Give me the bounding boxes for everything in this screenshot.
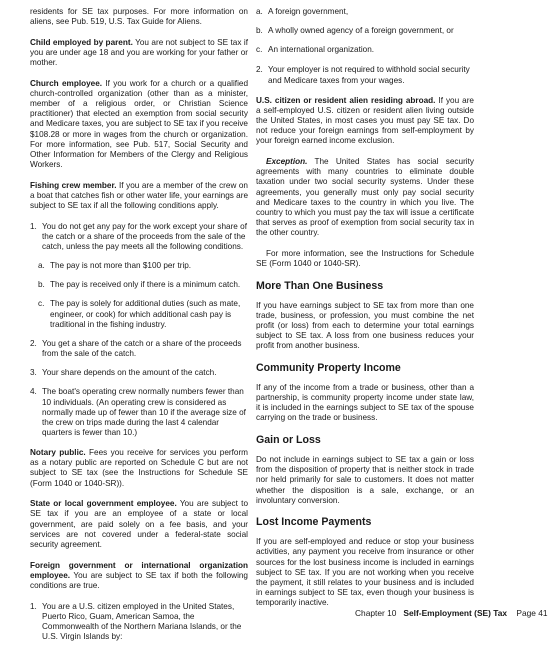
- section-heading-more-than-one-business: More Than One Business: [256, 279, 384, 292]
- intro-paragraph: residents for SE tax purposes. For more information on aliens, see Pub. 519, U.S. Tax Guide for Aliens.: [30, 7, 248, 27]
- fishing-crew-heading: Fishing crew member.: [30, 180, 117, 190]
- list-item: a. The pay is not more than $100 per trip.: [38, 261, 192, 271]
- gain-or-loss-paragraph: Do not include in earnings subject to SE tax a gain or loss from the disposition of property that is neither stock in trade nor held primarily for sale to customers. It does not matter whether the disposition is a sale, exchange, or an involuntary conversion.: [256, 455, 474, 505]
- list-item: 2. You get a share of the catch or a share of the proceeds from the sale of the catch.: [30, 338, 242, 359]
- us-citizen-abroad-heading: U.S. citizen or resident alien residing abroad.: [256, 95, 436, 105]
- page-footer: [355, 608, 548, 618]
- church-employee-heading: Church employee.: [30, 78, 103, 88]
- exception-heading: Exception.: [266, 157, 308, 167]
- list-item: 2. Your employer is not required to withhold social security and Medicare taxes from your wages.: [256, 65, 470, 85]
- foreign-government-heading: Foreign government or international organization employee.: [30, 560, 248, 580]
- list-item: b. The pay is received only if there is a minimum catch.: [38, 280, 241, 290]
- more-information-paragraph: For more information, see the Instructions for Schedule SE (Form 1040 or 1040-SR).: [256, 248, 474, 268]
- church-employee-paragraph: Church employee. If you work for a church or a qualified church-controlled organization (other than as a minister, member of a religious order, or Christian Science practitioner) that elected an exemption from social security and Medicare taxes, you are subject to SE tax if you receive $108.28 or more in wages from the church or organization. For more information, see Pub. 517, Social Security and Other Information for Members of the Clergy and Religious Workers.: [30, 78, 248, 170]
- notary-heading: Notary public.: [30, 448, 86, 458]
- us-citizen-abroad-paragraph: U.S. citizen or resident alien residing abroad. If you are a self-employed U.S. citizen or resident alien living outside the United States, in most cases you must pay SE tax. Do not reduce your foreign earnings from self-employment by your foreign earned income exclusion.: [256, 95, 474, 146]
- foreign-employer-sublist: [248, 7, 474, 55]
- section-heading-community-property: Community Property Income: [256, 361, 401, 374]
- list-item: c. An international organization.: [256, 45, 375, 55]
- list-item: b. A wholly owned agency of a foreign government, or: [256, 26, 454, 36]
- section-heading-gain-or-loss: Gain or Loss: [256, 434, 321, 447]
- list-item: c. The pay is solely for additional duties (such as mate, engineer, or cook) for which additional cash pay is traditional in the fishing industry.: [38, 299, 241, 329]
- list-item: a. A foreign government,: [256, 7, 349, 16]
- state-local-heading: State or local government employee.: [30, 499, 177, 509]
- exception-paragraph: Exception. The United States has social security agreements with many countries to eliminate double taxation under two social security systems. Under these agreements, you generally must only pay social security and Medicare taxes to the country in which you live. The country to which you must pay the tax will issue a certificate that serves as proof of exemption from social security tax in the other country.: [256, 157, 474, 238]
- state-local-paragraph: State or local government employee. You are subject to SE tax if you are an employee of a state or local government, are paid solely on a fee basis, and your services are not covered under a federal-state social security agreement.: [30, 499, 248, 549]
- fishing-subconditions-list: [30, 261, 248, 330]
- more-than-one-business-paragraph: If you have earnings subject to SE tax from more than one trade, business, or profession, you must combine the net profit (or loss) from each to determine your total earnings subject to SE tax. A loss from one business reduces your profit from another business.: [256, 300, 474, 351]
- footer-chapter: Chapter 10: [355, 608, 397, 618]
- notary-paragraph: Notary public. Fees you receive for services you perform as a notary public are reported on Schedule C but are not subject to SE tax (see the Instructions for Schedule SE (Form 1040 or 1040-SR)).: [30, 448, 249, 488]
- foreign-conditions-list-continued: [256, 65, 474, 85]
- right-column: [256, 7, 474, 619]
- child-employed-paragraph: Child employed by parent. You are not subject to SE tax if you are under age 18 and you are working for your father or mother.: [30, 37, 248, 68]
- footer-title: Self-Employment (SE) Tax: [403, 608, 508, 618]
- list-item: 1. You are a U.S. citizen employed in the United States, Puerto Rico, Guam, American Samoa, the Commonwealth of the Northern Mariana Islands, or the U.S. Virgin Islands by:: [30, 601, 242, 641]
- fishing-conditions-list: [30, 222, 248, 439]
- child-employed-heading: Child employed by parent.: [30, 37, 133, 47]
- community-property-paragraph: If any of the income from a trade or business, other than a partnership, is community property income under state law, it is included in the earnings subject to SE tax of the spouse carrying on the trade or business.: [256, 382, 474, 423]
- left-column: [30, 7, 248, 652]
- footer-page-number: Page 41: [516, 608, 548, 618]
- foreign-conditions-list: [30, 602, 248, 643]
- foreign-government-paragraph: Foreign government or international organization employee. You are subject to SE tax if both the following conditions are true.: [30, 560, 248, 590]
- lost-income-paragraph: If you are self-employed and reduce or stop your business activities, any payment you receive from insurance or other sources for the lost business income is included in earnings subject to SE tax. If you are not working when you receive the payment, it still relates to your business and is included in earnings subject to SE tax, even though your business is temporarily inactive.: [256, 537, 474, 608]
- section-heading-lost-income: Lost Income Payments: [256, 516, 372, 529]
- fishing-crew-paragraph: Fishing crew member. If you are a member of the crew on a boat that catches fish or other water life, your earnings are subject to SE tax if all the following conditions apply.: [30, 180, 248, 210]
- list-item: 4. The boat's operating crew normally numbers fewer than 10 individuals. (An operating crew is considered as normally made up of fewer than 10 if the average size of the crew on trips made during the last 4 calendar quarters is fewer than 10.): [30, 387, 246, 437]
- list-item: 3. Your share depends on the amount of the catch.: [30, 368, 217, 378]
- list-item: 1. You do not get any pay for the work except your share of the catch or a share of the proceeds from the sale of the catch, unless the pay meets all the following conditions. a. The pay is not more than $100 per trip. b. The pay is received only if there is a minimum catch. c. The pay is solely for additional duties (such as mate, engineer, or cook) for which additional cash pay is traditional in the fishing industry.: [30, 221, 247, 329]
